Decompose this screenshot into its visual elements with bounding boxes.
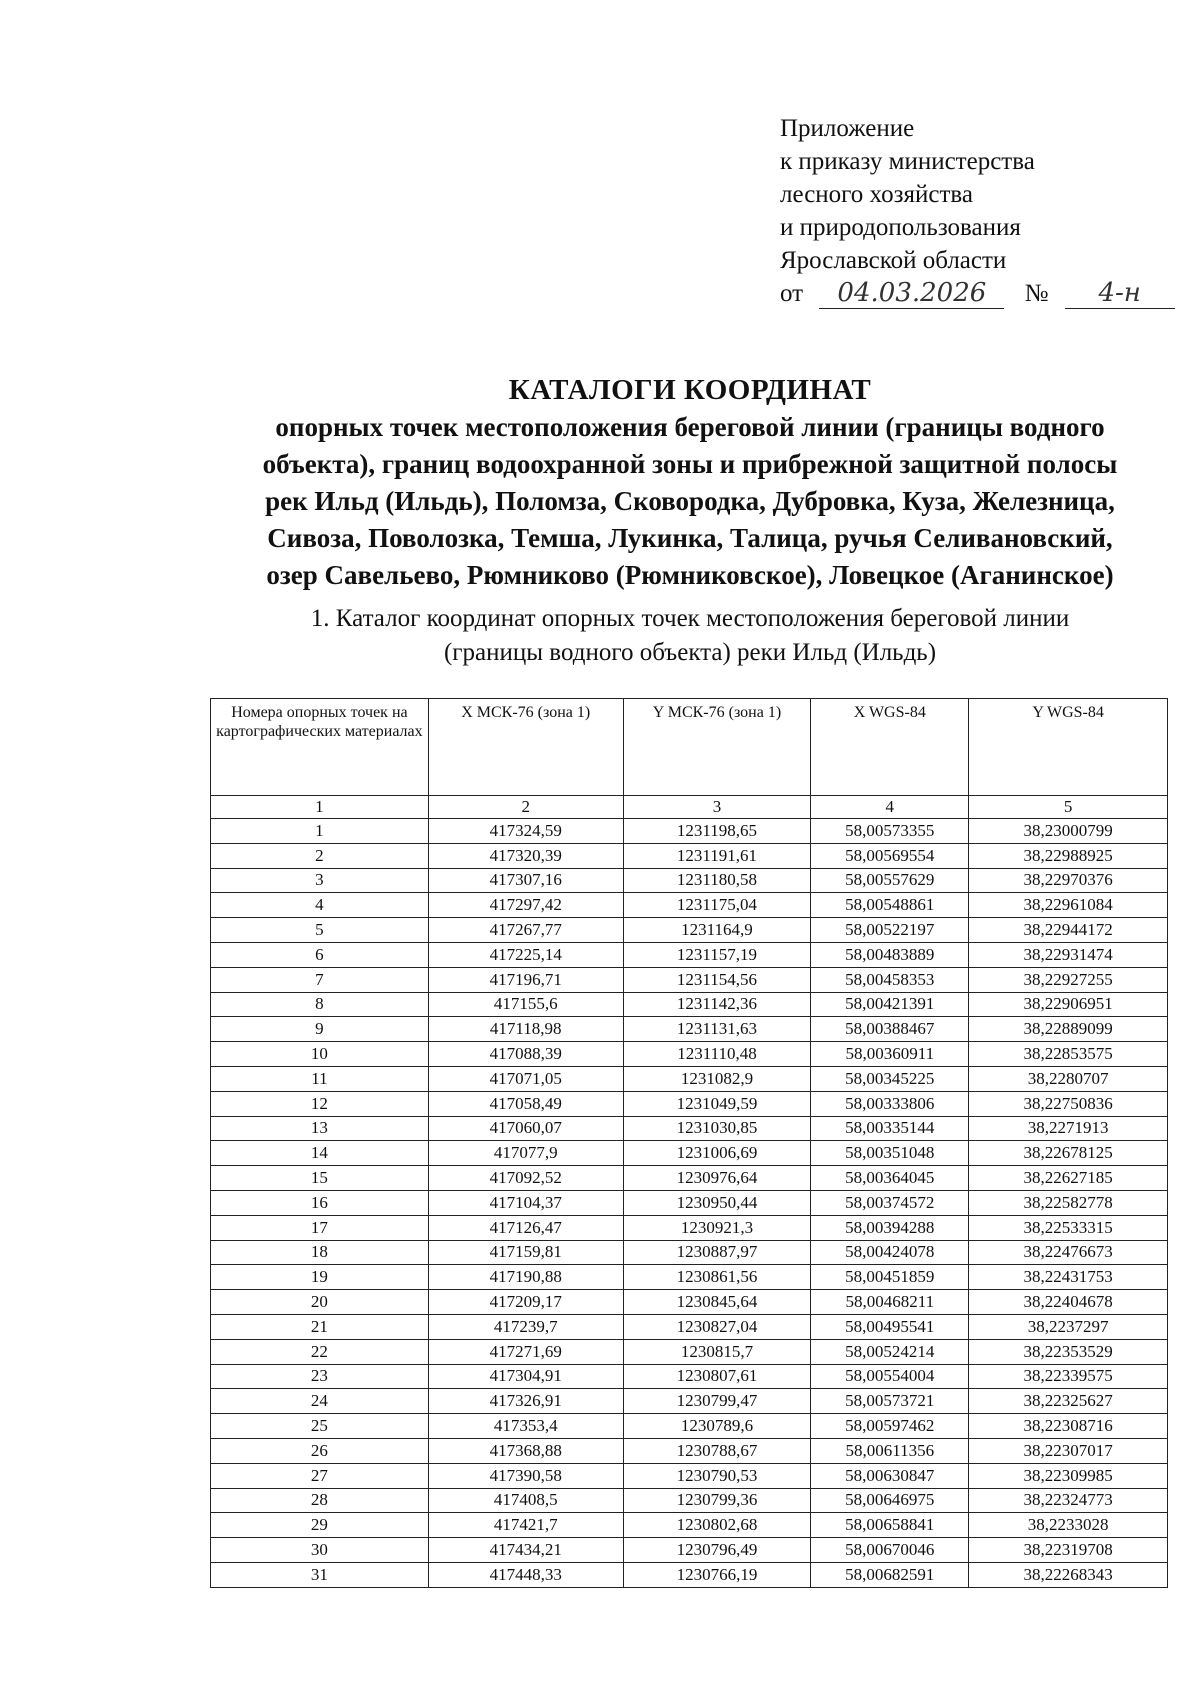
table-row [211, 1240, 1168, 1265]
y-wgs84-cell: 38,22853575 [969, 1042, 1168, 1067]
y-msk76-cell: 1231157,19 [623, 942, 811, 967]
table-row [211, 1463, 1168, 1488]
y-msk76-cell: 1230921,3 [623, 1215, 811, 1240]
x-wgs84-cell: 58,00554004 [811, 1364, 969, 1389]
table-header-row [211, 699, 1168, 796]
x-msk76-cell: 417390,58 [428, 1463, 623, 1488]
title-main: КАТАЛОГИ КООРДИНАТ [508, 374, 872, 406]
x-wgs84-cell: 58,00394288 [811, 1215, 969, 1240]
table-row [211, 868, 1168, 893]
y-msk76-cell: 1230807,61 [623, 1364, 811, 1389]
y-wgs84-cell: 38,22750836 [969, 1091, 1168, 1116]
x-msk76-cell: 417071,05 [428, 1066, 623, 1091]
x-wgs84-cell: 58,00597462 [811, 1414, 969, 1439]
y-wgs84-cell: 38,22582778 [969, 1190, 1168, 1215]
y-wgs84-cell: 38,22308716 [969, 1414, 1168, 1439]
y-wgs84-cell: 38,22970376 [969, 868, 1168, 893]
table-row [211, 942, 1168, 967]
x-msk76-cell: 417126,47 [428, 1215, 623, 1240]
column-number-row [211, 796, 1168, 819]
y-wgs84-cell: 38,22325627 [969, 1389, 1168, 1414]
appendix-line: и природопользования [780, 214, 1021, 241]
y-wgs84-cell: 38,22268343 [969, 1562, 1168, 1587]
point-number-cell: 30 [211, 1538, 429, 1563]
column-number: 1 [211, 796, 429, 819]
x-msk76-cell: 417092,52 [428, 1166, 623, 1191]
y-wgs84-cell: 38,22476673 [969, 1240, 1168, 1265]
x-wgs84-cell: 58,00483889 [811, 942, 969, 967]
x-msk76-cell: 417324,59 [428, 819, 623, 844]
appendix-line: Приложение [780, 115, 915, 142]
x-msk76-cell: 417159,81 [428, 1240, 623, 1265]
x-msk76-cell: 417225,14 [428, 942, 623, 967]
table-row [211, 1116, 1168, 1141]
point-number-cell: 25 [211, 1414, 429, 1439]
y-msk76-cell: 1230799,36 [623, 1488, 811, 1513]
y-wgs84-cell: 38,22988925 [969, 843, 1168, 868]
point-number-cell: 2 [211, 843, 429, 868]
x-wgs84-cell: 58,00351048 [811, 1141, 969, 1166]
table-row [211, 1265, 1168, 1290]
table-row [211, 1314, 1168, 1339]
point-number-cell: 21 [211, 1314, 429, 1339]
y-msk76-cell: 1230887,97 [623, 1240, 811, 1265]
table-row [211, 1066, 1168, 1091]
header-point-number: Номера опорных точек на картографических материалах [211, 699, 429, 796]
y-msk76-cell: 1231198,65 [623, 819, 811, 844]
table-row [211, 1290, 1168, 1315]
table-row [211, 1414, 1168, 1439]
point-number-cell: 12 [211, 1091, 429, 1116]
x-msk76-cell: 417209,17 [428, 1290, 623, 1315]
y-msk76-cell: 1231142,36 [623, 992, 811, 1017]
x-wgs84-cell: 58,00524214 [811, 1339, 969, 1364]
title-line: Сивоза, Поволозка, Темша, Лукинка, Талица, ручья Селивановский, [267, 523, 1113, 553]
point-number-cell: 13 [211, 1116, 429, 1141]
table-row [211, 918, 1168, 943]
x-wgs84-cell: 58,00573355 [811, 819, 969, 844]
x-msk76-cell: 417196,71 [428, 967, 623, 992]
x-msk76-cell: 417077,9 [428, 1141, 623, 1166]
coordinates-table [210, 698, 1168, 1588]
table-row [211, 1513, 1168, 1538]
x-wgs84-cell: 58,00670046 [811, 1538, 969, 1563]
x-msk76-cell: 417297,42 [428, 893, 623, 918]
y-wgs84-cell: 38,23000799 [969, 819, 1168, 844]
y-msk76-cell: 1231030,85 [623, 1116, 811, 1141]
x-msk76-cell: 417408,5 [428, 1488, 623, 1513]
catalog-caption-line: (границы водного объекта) реки Ильд (Ильдь) [443, 639, 937, 666]
point-number-cell: 31 [211, 1562, 429, 1587]
appendix-line: Ярославской области [780, 247, 1007, 274]
order-date-number-line [780, 277, 1175, 310]
x-msk76-cell: 417058,49 [428, 1091, 623, 1116]
point-number-cell: 16 [211, 1190, 429, 1215]
handwritten-date: 04.03.2026 [819, 278, 1004, 309]
x-wgs84-cell: 58,00522197 [811, 918, 969, 943]
point-number-cell: 18 [211, 1240, 429, 1265]
y-wgs84-cell: 38,22906951 [969, 992, 1168, 1017]
point-number-cell: 10 [211, 1042, 429, 1067]
y-msk76-cell: 1231180,58 [623, 868, 811, 893]
y-msk76-cell: 1230789,6 [623, 1414, 811, 1439]
point-number-cell: 6 [211, 942, 429, 967]
y-msk76-cell: 1230827,04 [623, 1314, 811, 1339]
table-row [211, 1091, 1168, 1116]
point-number-cell: 1 [211, 819, 429, 844]
x-wgs84-cell: 58,00364045 [811, 1166, 969, 1191]
x-msk76-cell: 417307,16 [428, 868, 623, 893]
x-msk76-cell: 417448,33 [428, 1562, 623, 1587]
x-msk76-cell: 417267,77 [428, 918, 623, 943]
point-number-cell: 22 [211, 1339, 429, 1364]
y-msk76-cell: 1230845,64 [623, 1290, 811, 1315]
point-number-cell: 20 [211, 1290, 429, 1315]
y-wgs84-cell: 38,22353529 [969, 1339, 1168, 1364]
x-wgs84-cell: 58,00345225 [811, 1066, 969, 1091]
title-line: объекта), границ водоохранной зоны и прибрежной защитной полосы [262, 449, 1118, 479]
y-msk76-cell: 1231082,9 [623, 1066, 811, 1091]
x-wgs84-cell: 58,00682591 [811, 1562, 969, 1587]
y-msk76-cell: 1230815,7 [623, 1339, 811, 1364]
point-number-cell: 26 [211, 1438, 429, 1463]
point-number-cell: 7 [211, 967, 429, 992]
y-msk76-cell: 1230802,68 [623, 1513, 811, 1538]
x-wgs84-cell: 58,00611356 [811, 1438, 969, 1463]
appendix-header [780, 112, 1175, 310]
y-msk76-cell: 1230976,64 [623, 1166, 811, 1191]
header-y-msk76: Y МСК-76 (зона 1) [623, 699, 811, 796]
x-wgs84-cell: 58,00388467 [811, 1017, 969, 1042]
column-number: 3 [623, 796, 811, 819]
table-row [211, 1339, 1168, 1364]
y-wgs84-cell: 38,2233028 [969, 1513, 1168, 1538]
point-number-cell: 3 [211, 868, 429, 893]
header-x-wgs84: X WGS-84 [811, 699, 969, 796]
y-wgs84-cell: 38,2237297 [969, 1314, 1168, 1339]
x-msk76-cell: 417118,98 [428, 1017, 623, 1042]
column-number: 4 [811, 796, 969, 819]
x-wgs84-cell: 58,00335144 [811, 1116, 969, 1141]
table-row [211, 1389, 1168, 1414]
table-row [211, 1042, 1168, 1067]
table-row [211, 843, 1168, 868]
x-wgs84-cell: 58,00630847 [811, 1463, 969, 1488]
point-number-cell: 11 [211, 1066, 429, 1091]
x-msk76-cell: 417326,91 [428, 1389, 623, 1414]
appendix-line: к приказу министерства [780, 148, 1035, 175]
header-x-msk76: X МСК-76 (зона 1) [428, 699, 623, 796]
point-number-cell: 9 [211, 1017, 429, 1042]
x-wgs84-cell: 58,00421391 [811, 992, 969, 1017]
x-msk76-cell: 417304,91 [428, 1364, 623, 1389]
table-row [211, 1141, 1168, 1166]
point-number-cell: 29 [211, 1513, 429, 1538]
x-wgs84-cell: 58,00468211 [811, 1290, 969, 1315]
y-wgs84-cell: 38,22931474 [969, 942, 1168, 967]
appendix-line: лесного хозяйства [780, 181, 973, 208]
table-row [211, 967, 1168, 992]
document-title [200, 372, 1180, 594]
table-row [211, 1166, 1168, 1191]
table-row [211, 1364, 1168, 1389]
x-wgs84-cell: 58,00658841 [811, 1513, 969, 1538]
table-row [211, 893, 1168, 918]
x-msk76-cell: 417421,7 [428, 1513, 623, 1538]
y-msk76-cell: 1230950,44 [623, 1190, 811, 1215]
column-number: 2 [428, 796, 623, 819]
catalog-caption-line: 1. Каталог координат опорных точек местоположения береговой линии [310, 605, 1070, 632]
y-msk76-cell: 1230788,67 [623, 1438, 811, 1463]
y-msk76-cell: 1230861,56 [623, 1265, 811, 1290]
header-y-wgs84: Y WGS-84 [969, 699, 1168, 796]
x-wgs84-cell: 58,00573721 [811, 1389, 969, 1414]
y-msk76-cell: 1230799,47 [623, 1389, 811, 1414]
y-wgs84-cell: 38,2271913 [969, 1116, 1168, 1141]
table-row [211, 1488, 1168, 1513]
x-msk76-cell: 417434,21 [428, 1538, 623, 1563]
table-row [211, 992, 1168, 1017]
x-wgs84-cell: 58,00374572 [811, 1190, 969, 1215]
x-wgs84-cell: 58,00360911 [811, 1042, 969, 1067]
x-wgs84-cell: 58,00646975 [811, 1488, 969, 1513]
title-line: рек Ильд (Ильдь), Поломза, Сковородка, Дубровка, Куза, Железница, [265, 486, 1115, 516]
x-wgs84-cell: 58,00495541 [811, 1314, 969, 1339]
title-line: озер Савельево, Рюмниково (Рюмниковское), Ловецкое (Аганинское) [266, 560, 1114, 590]
x-wgs84-cell: 58,00333806 [811, 1091, 969, 1116]
y-wgs84-cell: 38,22944172 [969, 918, 1168, 943]
y-msk76-cell: 1231110,48 [623, 1042, 811, 1067]
table-row [211, 819, 1168, 844]
y-wgs84-cell: 38,22404678 [969, 1290, 1168, 1315]
x-msk76-cell: 417368,88 [428, 1438, 623, 1463]
point-number-cell: 15 [211, 1166, 429, 1191]
point-number-cell: 14 [211, 1141, 429, 1166]
y-msk76-cell: 1230790,53 [623, 1463, 811, 1488]
y-msk76-cell: 1231191,61 [623, 843, 811, 868]
x-wgs84-cell: 58,00458353 [811, 967, 969, 992]
table-row [211, 1438, 1168, 1463]
y-wgs84-cell: 38,22339575 [969, 1364, 1168, 1389]
point-number-cell: 19 [211, 1265, 429, 1290]
point-number-cell: 27 [211, 1463, 429, 1488]
y-msk76-cell: 1231131,63 [623, 1017, 811, 1042]
y-wgs84-cell: 38,22307017 [969, 1438, 1168, 1463]
y-msk76-cell: 1231006,69 [623, 1141, 811, 1166]
number-label: № [1024, 280, 1049, 307]
table-row [211, 1562, 1168, 1587]
table-row [211, 1215, 1168, 1240]
catalog-caption [240, 602, 1140, 670]
x-wgs84-cell: 58,00424078 [811, 1240, 969, 1265]
point-number-cell: 4 [211, 893, 429, 918]
y-wgs84-cell: 38,22309985 [969, 1463, 1168, 1488]
y-msk76-cell: 1231154,56 [623, 967, 811, 992]
y-wgs84-cell: 38,22324773 [969, 1488, 1168, 1513]
y-msk76-cell: 1231049,59 [623, 1091, 811, 1116]
title-line: опорных точек местоположения береговой линии (границы водного [275, 412, 1105, 442]
y-wgs84-cell: 38,22678125 [969, 1141, 1168, 1166]
x-msk76-cell: 417271,69 [428, 1339, 623, 1364]
point-number-cell: 23 [211, 1364, 429, 1389]
y-msk76-cell: 1231175,04 [623, 893, 811, 918]
y-msk76-cell: 1230796,49 [623, 1538, 811, 1563]
y-wgs84-cell: 38,22889099 [969, 1017, 1168, 1042]
x-msk76-cell: 417190,88 [428, 1265, 623, 1290]
x-msk76-cell: 417239,7 [428, 1314, 623, 1339]
point-number-cell: 17 [211, 1215, 429, 1240]
y-wgs84-cell: 38,22533315 [969, 1215, 1168, 1240]
from-label: от [780, 280, 804, 307]
y-wgs84-cell: 38,22431753 [969, 1265, 1168, 1290]
x-msk76-cell: 417353,4 [428, 1414, 623, 1439]
table-row [211, 1190, 1168, 1215]
point-number-cell: 5 [211, 918, 429, 943]
y-wgs84-cell: 38,2280707 [969, 1066, 1168, 1091]
x-msk76-cell: 417060,07 [428, 1116, 623, 1141]
x-msk76-cell: 417155,6 [428, 992, 623, 1017]
y-wgs84-cell: 38,22927255 [969, 967, 1168, 992]
handwritten-number: 4-н [1065, 278, 1175, 309]
point-number-cell: 8 [211, 992, 429, 1017]
table-row [211, 1017, 1168, 1042]
table-body [211, 819, 1168, 1588]
point-number-cell: 24 [211, 1389, 429, 1414]
x-msk76-cell: 417320,39 [428, 843, 623, 868]
x-wgs84-cell: 58,00548861 [811, 893, 969, 918]
table-row [211, 1538, 1168, 1563]
y-msk76-cell: 1230766,19 [623, 1562, 811, 1587]
x-wgs84-cell: 58,00557629 [811, 868, 969, 893]
x-msk76-cell: 417104,37 [428, 1190, 623, 1215]
y-wgs84-cell: 38,22961084 [969, 893, 1168, 918]
point-number-cell: 28 [211, 1488, 429, 1513]
y-msk76-cell: 1231164,9 [623, 918, 811, 943]
x-msk76-cell: 417088,39 [428, 1042, 623, 1067]
x-wgs84-cell: 58,00569554 [811, 843, 969, 868]
y-wgs84-cell: 38,22627185 [969, 1166, 1168, 1191]
y-wgs84-cell: 38,22319708 [969, 1538, 1168, 1563]
x-wgs84-cell: 58,00451859 [811, 1265, 969, 1290]
column-number: 5 [969, 796, 1168, 819]
